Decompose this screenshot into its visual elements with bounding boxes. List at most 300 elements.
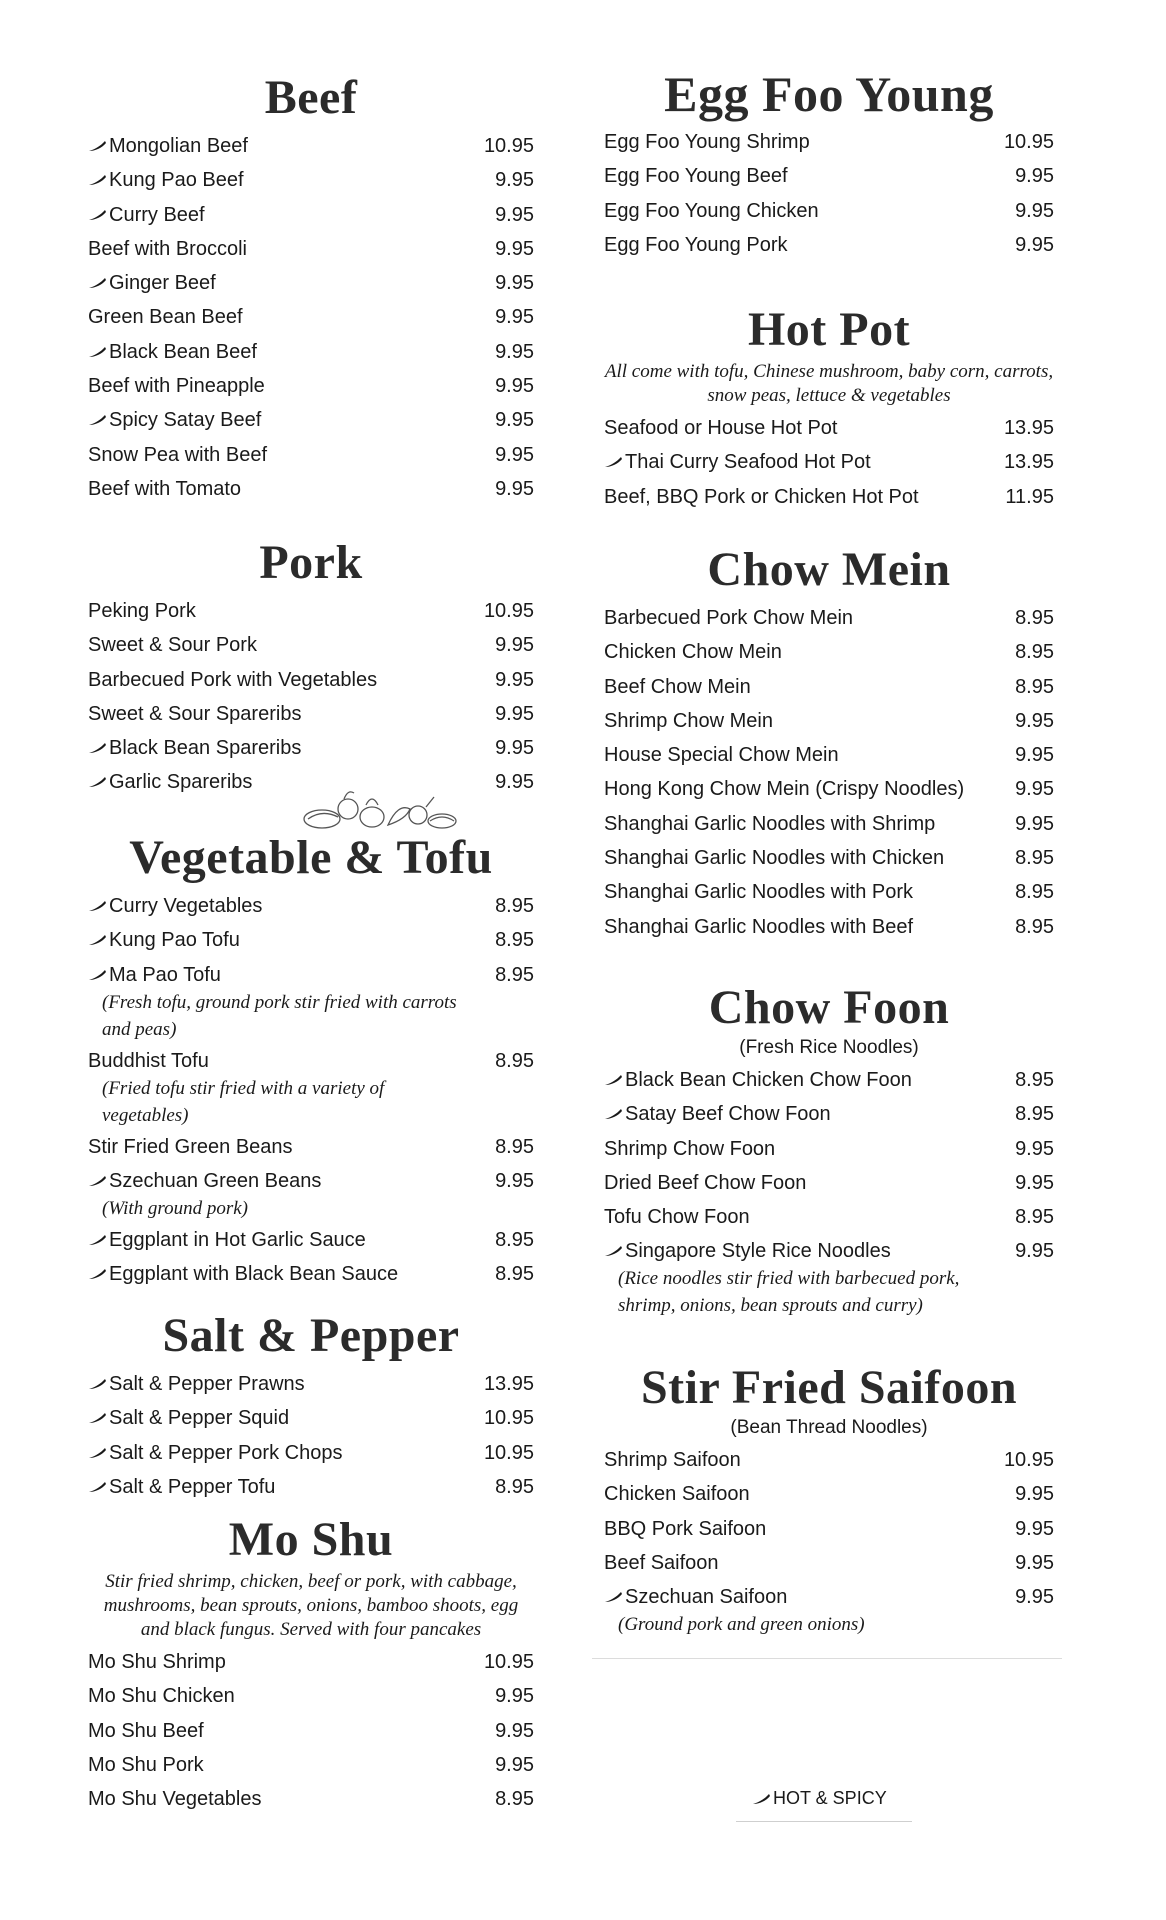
menu-item-main — [88, 631, 257, 659]
menu-item-price: 13.95 — [1003, 451, 1054, 474]
menu-item-name: Salt & Pepper Pork Chops — [109, 1441, 343, 1464]
menu-item-name: Curry Vegetables — [109, 895, 263, 917]
menu-item-name: Mo Shu Pork — [88, 1753, 204, 1776]
chili-pepper-icon — [88, 346, 107, 358]
menu-item-name-wrap — [88, 1226, 366, 1254]
section-title: Beef — [264, 71, 358, 124]
chili-pepper-icon — [88, 1412, 107, 1424]
menu-item-list — [88, 597, 534, 803]
menu-item-name-wrap — [88, 338, 257, 366]
menu-item — [88, 1047, 534, 1133]
menu-item-note: (Fresh tofu, ground pork stir fried with carrots and peas) — [102, 991, 457, 1040]
menu-item-price: 9.95 — [495, 477, 534, 500]
section-title: Salt & Pepper — [162, 1309, 460, 1362]
menu-item-name-wrap — [88, 666, 377, 694]
menu-item-price: 9.95 — [1015, 709, 1054, 732]
menu-item-list — [604, 1446, 1054, 1642]
menu-item-main — [604, 162, 788, 190]
menu-item-main — [88, 303, 243, 331]
menu-item — [604, 1446, 1054, 1480]
menu-item-main — [604, 673, 751, 701]
menu-item-price: 9.95 — [1015, 1240, 1054, 1263]
menu-item-price: 8.95 — [495, 963, 534, 986]
menu-item — [88, 166, 534, 200]
menu-item-name-wrap — [604, 775, 964, 803]
menu-item — [604, 1480, 1054, 1514]
menu-item-name-wrap — [604, 1066, 912, 1094]
menu-item-name-wrap — [88, 1370, 305, 1398]
menu-item-price: 9.95 — [1015, 1137, 1054, 1160]
menu-item-main — [604, 1583, 865, 1638]
menu-item-price: 9.95 — [495, 443, 534, 466]
menu-item-name-wrap — [604, 878, 913, 906]
menu-item — [88, 1473, 534, 1507]
chili-pepper-icon — [752, 1793, 771, 1805]
menu-item-price: 9.95 — [495, 737, 534, 760]
menu-item-name: Beef with Tomato — [88, 477, 242, 500]
section-title: Chow Mein — [707, 543, 951, 596]
menu-item-price: 9.95 — [495, 1719, 534, 1742]
menu-item-name-wrap — [604, 673, 751, 701]
menu-item-main — [88, 666, 377, 694]
menu-item — [88, 597, 534, 631]
menu-item-price: 9.95 — [495, 1753, 534, 1776]
menu-item-name-wrap — [604, 1583, 865, 1611]
menu-item-name-wrap — [88, 1439, 342, 1467]
menu-item-main — [604, 878, 913, 906]
chili-pepper-icon — [88, 1268, 107, 1280]
menu-item-name: Garlic Spareribs — [109, 771, 253, 794]
menu-item-name: Eggplant with Black Bean Sauce — [109, 1263, 399, 1286]
menu-item-price: 8.95 — [495, 895, 534, 917]
menu-item — [604, 1135, 1054, 1169]
menu-item — [88, 441, 534, 475]
menu-item-main — [88, 1682, 235, 1710]
menu-item-name: Beef Chow Mein — [604, 675, 751, 698]
chili-pepper-icon — [88, 1378, 107, 1390]
menu-item — [604, 162, 1054, 196]
section-stir-fried-saifoon — [604, 1360, 1054, 1642]
menu-item — [604, 844, 1054, 878]
chili-pepper-icon — [88, 900, 107, 912]
menu-item-price: 10.95 — [1003, 1449, 1054, 1471]
menu-item-main — [88, 1473, 275, 1501]
menu-item-name-wrap — [604, 1237, 978, 1265]
menu-item-name: Singapore Style Rice Noodles — [625, 1240, 891, 1263]
menu-item-name: Tofu Chow Foon — [604, 1206, 750, 1229]
menu-item-name: Salt & Pepper Prawns — [109, 1373, 305, 1395]
menu-item-name: Salt & Pepper Tofu — [109, 1475, 276, 1498]
menu-item-main — [88, 201, 205, 229]
section-title: Egg Foo Young — [664, 66, 994, 122]
menu-item — [88, 1226, 534, 1260]
menu-item — [88, 1751, 534, 1785]
menu-item-name-wrap — [88, 1717, 204, 1745]
chili-pepper-icon — [88, 277, 107, 289]
menu-item-price: 10.95 — [483, 135, 534, 157]
menu-item-main — [88, 132, 248, 160]
menu-item-price: 9.95 — [495, 203, 534, 226]
menu-item-name-wrap — [604, 1549, 719, 1577]
menu-item-price: 8.95 — [1015, 847, 1054, 870]
menu-item-name-wrap — [88, 1047, 462, 1075]
menu-item-price: 8.95 — [495, 1475, 534, 1498]
menu-item — [88, 475, 534, 509]
chili-pepper-icon — [88, 742, 107, 754]
menu-item-name: Barbecued Pork with Vegetables — [88, 668, 378, 691]
menu-item-main — [88, 892, 262, 920]
menu-item-name-wrap — [88, 1473, 275, 1501]
menu-item-price: 9.95 — [1015, 1586, 1054, 1609]
menu-item-price: 8.95 — [1015, 881, 1054, 904]
menu-item — [88, 1167, 534, 1226]
menu-item-main — [88, 235, 247, 263]
menu-item-name: Shrimp Chow Mein — [604, 709, 773, 732]
menu-item-name-wrap — [88, 892, 262, 920]
menu-item-name: House Special Chow Mein — [604, 744, 839, 767]
menu-item-main — [604, 448, 871, 476]
section-egg-foo-young — [604, 66, 1054, 265]
menu-item-name: Green Bean Beef — [88, 306, 243, 329]
menu-item-name-wrap — [604, 197, 819, 225]
menu-item-name: Black Bean Chicken Chow Foon — [625, 1069, 912, 1091]
menu-item — [604, 128, 1054, 162]
menu-item-main — [88, 1648, 226, 1676]
menu-item-name: Szechuan Saifoon — [625, 1586, 788, 1609]
menu-item-name-wrap — [88, 201, 205, 229]
menu-item-main — [604, 604, 853, 632]
menu-item — [604, 1237, 1054, 1323]
menu-item-price: 10.95 — [483, 1407, 534, 1430]
menu-item — [604, 231, 1054, 265]
menu-item-main — [88, 1167, 321, 1222]
menu-item-name-wrap — [88, 441, 267, 469]
menu-item-name: Satay Beef Chow Foon — [625, 1103, 831, 1126]
menu-item-list — [88, 1648, 534, 1819]
menu-item-price: 9.95 — [1015, 1483, 1054, 1506]
menu-item-name-wrap — [604, 162, 788, 190]
menu-item — [604, 1169, 1054, 1203]
menu-item-price: 13.95 — [1003, 417, 1054, 439]
menu-item-main — [604, 638, 782, 666]
menu-item-name: Beef, BBQ Pork or Chicken Hot Pot — [604, 485, 919, 508]
menu-item-name: Mo Shu Chicken — [88, 1685, 235, 1708]
menu-item-main — [604, 1480, 750, 1508]
menu-item-name-wrap — [88, 475, 241, 503]
menu-item-price: 10.95 — [483, 600, 534, 622]
menu-item-name-wrap — [604, 231, 787, 259]
menu-item-list — [604, 414, 1054, 517]
menu-item-list — [88, 132, 534, 509]
menu-item — [88, 372, 534, 406]
menu-item-main — [88, 734, 301, 762]
menu-item-price: 9.95 — [495, 668, 534, 691]
section-title: Vegetable & Tofu — [129, 831, 493, 884]
menu-item-name: Black Bean Beef — [109, 340, 257, 363]
menu-item — [88, 338, 534, 372]
menu-item-main — [88, 961, 462, 1043]
menu-item-name: Mo Shu Shrimp — [88, 1651, 226, 1673]
menu-item-name-wrap — [88, 734, 301, 762]
menu-item — [88, 406, 534, 440]
menu-item-list — [604, 1066, 1054, 1323]
menu-item-main — [88, 1133, 293, 1161]
menu-item — [88, 235, 534, 269]
chili-pepper-icon — [88, 174, 107, 186]
menu-item-name: Mo Shu Beef — [88, 1719, 204, 1742]
menu-item-main — [88, 1047, 462, 1129]
menu-item-name: Egg Foo Young Shrimp — [604, 131, 810, 153]
menu-item-main — [604, 1100, 831, 1128]
menu-item-price: 9.95 — [1015, 812, 1054, 835]
menu-item-name-wrap — [88, 372, 265, 400]
menu-item-name: Shrimp Chow Foon — [604, 1137, 776, 1160]
menu-item-main — [604, 913, 913, 941]
menu-item-name-wrap — [88, 961, 462, 989]
menu-item-name-wrap — [88, 631, 257, 659]
menu-item — [88, 1682, 534, 1716]
menu-item-main — [88, 1785, 261, 1813]
menu-item — [604, 913, 1054, 947]
menu-item — [88, 1717, 534, 1751]
menu-item-name-wrap — [604, 810, 935, 838]
menu-item-name-wrap — [88, 926, 240, 954]
menu-item-list — [88, 892, 534, 1294]
chili-pepper-icon — [604, 1591, 623, 1603]
menu-item-name-wrap — [604, 1169, 806, 1197]
menu-item-price: 9.95 — [1015, 1551, 1054, 1574]
section-pork — [88, 535, 534, 803]
menu-item-name-wrap — [88, 166, 244, 194]
menu-item-name-wrap — [604, 448, 871, 476]
menu-item-price: 11.95 — [1005, 485, 1054, 508]
section-description: Stir fried shrimp, chicken, beef or pork, with cabbage, mushrooms, bean sprouts, onions, bamboo shoots, egg and black fungus. Served with four pancakes — [103, 1571, 519, 1640]
menu-item-name: Shanghai Garlic Noodles with Shrimp — [604, 812, 936, 835]
menu-item-name-wrap — [604, 707, 773, 735]
menu-item-name-wrap — [604, 1100, 831, 1128]
menu-item-name: Beef Saifoon — [604, 1551, 719, 1574]
menu-item — [604, 638, 1054, 672]
menu-item-main — [88, 441, 267, 469]
menu-item-price: 9.95 — [495, 340, 534, 363]
menu-item-name: Black Bean Spareribs — [109, 737, 302, 760]
menu-item-name: Beef with Pineapple — [88, 375, 265, 398]
menu-item-name-wrap — [604, 128, 810, 156]
menu-item-price: 10.95 — [483, 1441, 534, 1464]
section-salt-pepper — [88, 1308, 534, 1507]
menu-item — [604, 1066, 1054, 1100]
menu-item-name: Chicken Chow Mein — [604, 641, 782, 664]
menu-item-name: Snow Pea with Beef — [88, 443, 267, 466]
menu-item-price: 8.95 — [1015, 675, 1054, 698]
menu-item — [604, 604, 1054, 638]
menu-item — [88, 700, 534, 734]
menu-item-price: 8.95 — [1015, 1206, 1054, 1229]
menu-item — [604, 810, 1054, 844]
menu-item-price: 10.95 — [1003, 131, 1054, 153]
menu-item-name: Buddhist Tofu — [88, 1049, 209, 1072]
menu-item-price: 10.95 — [483, 1651, 534, 1673]
menu-item-name: Peking Pork — [88, 600, 196, 622]
menu-item-name-wrap — [88, 406, 261, 434]
menu-item-price: 9.95 — [495, 375, 534, 398]
menu-item-price: 9.95 — [495, 169, 534, 192]
section-mo-shu — [88, 1512, 534, 1819]
menu-item-name: Dried Beef Chow Foon — [604, 1171, 807, 1194]
menu-item-main — [88, 768, 252, 796]
menu-item — [88, 892, 534, 926]
menu-item-name: Barbecued Pork Chow Mein — [604, 607, 854, 629]
menu-item — [604, 1549, 1054, 1583]
menu-item-name-wrap — [88, 269, 216, 297]
menu-item — [604, 1515, 1054, 1549]
menu-item-name: Seafood or House Hot Pot — [604, 417, 838, 439]
menu-item — [88, 666, 534, 700]
menu-item-name-wrap — [88, 700, 301, 728]
menu-item — [88, 132, 534, 166]
menu-item — [604, 878, 1054, 912]
menu-item-price: 9.95 — [495, 1169, 534, 1192]
menu-item-name: Sweet & Sour Spareribs — [88, 702, 302, 725]
menu-item-main — [88, 1226, 366, 1254]
section-title: Pork — [259, 536, 363, 589]
section-vegetable-tofu — [88, 830, 534, 1294]
menu-item-main — [88, 1717, 204, 1745]
menu-item-name-wrap — [88, 1751, 204, 1779]
menu-item-price: 9.95 — [1015, 165, 1054, 188]
chili-pepper-icon — [604, 1108, 623, 1120]
menu-item-main — [88, 1370, 305, 1398]
chili-pepper-icon — [88, 934, 107, 946]
menu-item — [88, 961, 534, 1047]
menu-item-name: Curry Beef — [109, 203, 205, 226]
menu-item-note: (Rice noodles stir fried with barbecued pork, shrimp, onions, bean sprouts and curry) — [618, 1268, 960, 1317]
menu-item-name: Szechuan Green Beans — [109, 1169, 322, 1192]
menu-item-price: 8.95 — [1015, 641, 1054, 664]
menu-item-main — [604, 414, 837, 442]
chili-pepper-icon — [88, 1481, 107, 1493]
menu-item-name-wrap — [604, 1135, 775, 1163]
menu-item-name-wrap — [88, 1404, 289, 1432]
menu-item-name: Shanghai Garlic Noodles with Beef — [604, 915, 914, 938]
menu-item-name-wrap — [604, 741, 839, 769]
menu-item-price: 9.95 — [495, 702, 534, 725]
menu-item — [88, 201, 534, 235]
menu-item-main — [604, 1135, 775, 1163]
menu-item — [604, 483, 1054, 517]
menu-item-main — [88, 597, 196, 625]
menu-item-price: 8.95 — [1015, 607, 1054, 629]
chili-pepper-icon — [88, 776, 107, 788]
section-chow-mein — [604, 542, 1054, 947]
menu-item-name-wrap — [604, 414, 837, 442]
chili-pepper-icon — [88, 969, 107, 981]
menu-item-name: Kung Pao Tofu — [109, 929, 240, 952]
menu-item-name: Spicy Satay Beef — [109, 409, 262, 432]
menu-item-price: 8.95 — [1015, 1069, 1054, 1091]
menu-item-price: 9.95 — [1015, 744, 1054, 767]
menu-item-name-wrap — [88, 1785, 261, 1813]
menu-item — [604, 1203, 1054, 1237]
menu-item-name-wrap — [88, 1682, 235, 1710]
menu-item — [604, 1583, 1054, 1642]
chili-pepper-icon — [88, 209, 107, 221]
menu-item — [88, 734, 534, 768]
menu-item — [88, 926, 534, 960]
section-description: All come with tofu, Chinese mushroom, baby corn, carrots, snow peas, lettuce & vegetables — [604, 361, 1054, 406]
menu-item-name: Salt & Pepper Squid — [109, 1407, 290, 1430]
menu-item-name: Thai Curry Seafood Hot Pot — [625, 451, 871, 474]
menu-item-name: Ginger Beef — [109, 272, 216, 295]
menu-item-main — [604, 1237, 978, 1319]
menu-item-main — [88, 338, 257, 366]
legend — [752, 1788, 887, 1809]
menu-item — [88, 1370, 534, 1404]
vegetables-illustration — [300, 785, 460, 835]
legend-label: HOT & SPICY — [773, 1788, 887, 1808]
menu-item-main — [88, 269, 216, 297]
menu-item-price: 8.95 — [495, 1788, 534, 1811]
menu-item-price: 9.95 — [1015, 1517, 1054, 1540]
menu-item-name: Mo Shu Vegetables — [88, 1788, 262, 1811]
menu-item — [604, 414, 1054, 448]
menu-item-main — [604, 707, 773, 735]
menu-item — [88, 269, 534, 303]
menu-item-name: Eggplant in Hot Garlic Sauce — [109, 1228, 366, 1251]
menu-item — [604, 707, 1054, 741]
menu-item-note: (With ground pork) — [102, 1197, 249, 1219]
menu-item-name: Hong Kong Chow Mein (Crispy Noodles) — [604, 778, 965, 801]
menu-item-name-wrap — [604, 1515, 766, 1543]
menu-item — [604, 197, 1054, 231]
menu-item — [604, 1100, 1054, 1134]
menu-item-name-wrap — [88, 1133, 293, 1161]
menu-item-name-wrap — [604, 1446, 741, 1474]
menu-item-price: 8.95 — [495, 1135, 534, 1158]
menu-item-main — [88, 372, 265, 400]
menu-item-list — [604, 604, 1054, 947]
menu-item-name: Egg Foo Young Chicken — [604, 199, 819, 222]
menu-item-main — [604, 1515, 766, 1543]
menu-item-name: Ma Pao Tofu — [109, 963, 221, 986]
menu-item-main — [88, 700, 301, 728]
menu-item-main — [604, 810, 935, 838]
menu-item-price: 9.95 — [495, 409, 534, 432]
menu-item-name: Chicken Saifoon — [604, 1483, 750, 1506]
menu-item-main — [604, 775, 964, 803]
menu-item — [88, 303, 534, 337]
menu-item-name: Shanghai Garlic Noodles with Chicken — [604, 847, 945, 870]
menu-item — [604, 775, 1054, 809]
chili-pepper-icon — [604, 1245, 623, 1257]
chili-pepper-icon — [604, 456, 623, 468]
menu-item-name-wrap — [88, 235, 247, 263]
menu-item-name-wrap — [604, 1203, 750, 1231]
section-beef — [88, 70, 534, 509]
section-title: Mo Shu — [228, 1513, 394, 1566]
chili-pepper-icon — [604, 1074, 623, 1086]
menu-item-price: 9.95 — [495, 771, 534, 794]
menu-item-main — [604, 231, 787, 259]
menu-item-name-wrap — [604, 604, 853, 632]
menu-item-list — [88, 1370, 534, 1507]
section-subtitle: (Fresh Rice Noodles) — [739, 1037, 919, 1058]
section-title: Stir Fried Saifoon — [640, 1361, 1018, 1414]
menu-item-main — [88, 475, 241, 503]
menu-item-main — [88, 1260, 398, 1288]
menu-item — [88, 1260, 534, 1294]
menu-item-main — [88, 406, 261, 434]
